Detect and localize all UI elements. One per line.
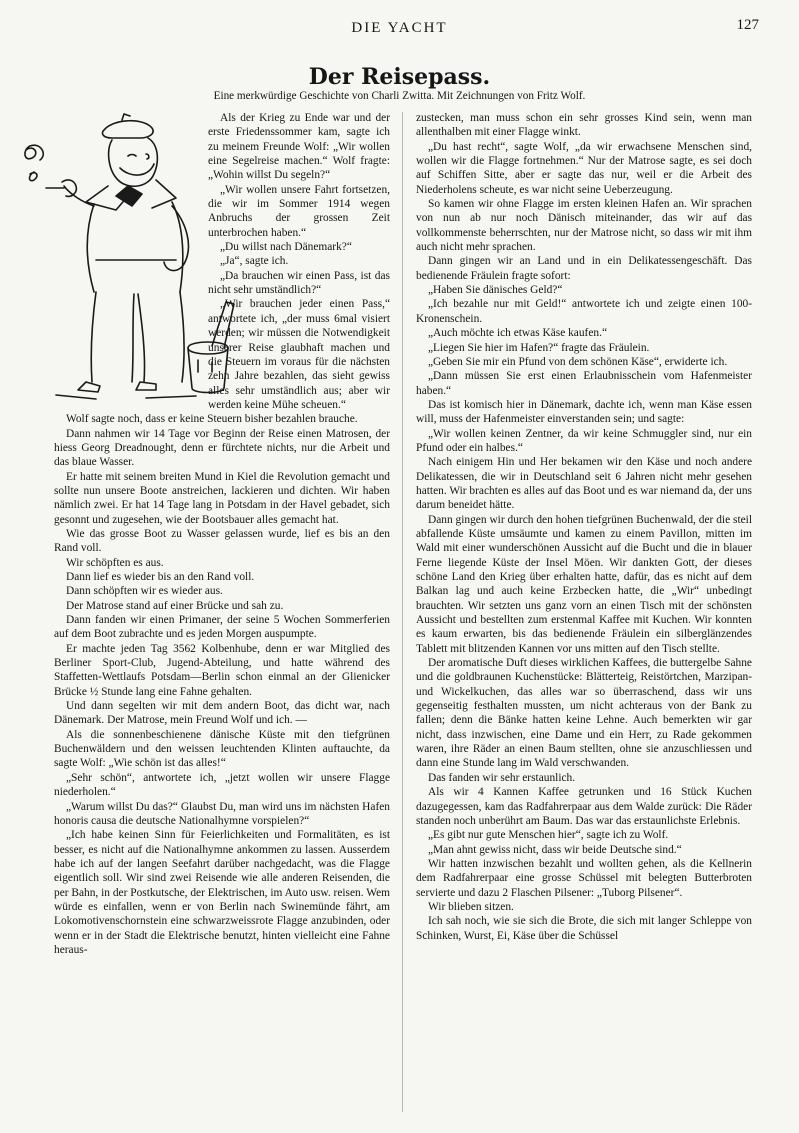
paragraph: Wolf sagte noch, dass er keine Steuern bisher bezahlen brauche. (66, 413, 358, 426)
paragraph: Als wir 4 Kannen Kaffee getrunken und 16 Stück Kuchen dazugegessen, kam das Radfahrerpaar aus dem Walde zurück: Die Räder standen noch unberührt am Baum. Das war das erstaunlichste Erlebnis. (416, 786, 752, 827)
paragraph: Nach einigem Hin und Her bekamen wir den Käse und noch andere Delikatessen, die wir in Deutschland seit 6 Jahren nicht mehr gesehen hatten. Wir brachten es alles auf das Boot und es war niemand da, der uns darum beneidet hätte. (416, 456, 752, 512)
paragraph: „Da brauchen wir einen Pass, ist das nicht sehr umständlich?“ (208, 269, 390, 297)
paragraph: Der aromatische Duft dieses wirklichen Kaffees, die buttergelbe Sahne und die goldbraunen Kuchenstücke: Blätterteig, Reistörtchen, Marzipan- und Wickelkuchen, das alles war so überraschend, dass wir uns gegenseitig festhalten mussten, um nicht achteraus von der Bank zu fallen; denn die Bänke hatten keine Lehne. Auch bemerkten wir gar nicht, dass inzwischen, eine Dame und ein Herr, zu Rade gekommen waren, ihre Räder an einen Baum stellten, ohne sie anzuschliessen und dann eine Stunde lang im Wald verschwanden. (416, 657, 752, 770)
paragraph: Das ist komisch hier in Dänemark, dachte ich, wenn man Käse essen will, muss der Hafenmeister einverstanden sein; und sagte: (416, 398, 752, 426)
paragraph: Als die sonnenbeschienene dänische Küste mit den tiefgrünen Buchenwäldern und den weissen leuchtenden Klinten auftauchte, da sagte Wolf: „Wie schön ist das alles!“ (54, 728, 390, 770)
paragraph: „Wir wollen keinen Zentner, da wir keine Schmuggler sind, nur ein Pfund oder ein halbes.“ (416, 427, 752, 454)
paragraph: Dann gingen wir an Land und in ein Delikatessengeschäft. Das bedienende Fräulein fragte sofort: (416, 255, 752, 282)
paragraph: Der Matrose stand auf einer Brücke und sah zu. (66, 599, 284, 612)
article-subtitle: Eine merkwürdige Geschichte von Charli Zwitta. Mit Zeichnungen von Fritz Wolf. (213, 90, 586, 102)
paragraph: Dann gingen wir durch den hohen tiefgrünen Buchenwald, der die steil abfallende Küste umsäumte und kamen zu einem Pavillon, mitten im Wald mit einer wunderschönen Aussicht auf die Bucht und die in blauer Ferne liegende Küste der Insel Möen. Wir dankten Gott, der dieses schöne Land den Krieg über erhalten hatte, dafür, das es nicht auf dem Balkan lag und auch keine Erzbecken hatte, die „Wir“ unbedingt brauchten. Wir setzten uns ganz vorn an einen Tisch mit der schönsten Aussicht und bestellten zum erstenmal Kaffee mit Kuchen. Wir konnten es kaum erwarten, bis das bedienende Fräulein ein silberglänzendes Tablett mit blitzenden Kannen vor uns mitten auf den Tisch stellte. (416, 513, 752, 655)
paragraph: Wir schöpften es aus. (66, 556, 164, 569)
paragraph: „Du willst nach Dänemark?“ (220, 241, 352, 254)
column-divider (402, 112, 403, 1112)
paragraph: Er machte jeden Tag 3562 Kolbenhube, denn er war Mitglied des Berliner Sport-Club, Jugend-Abteilung, und hatte während des Staffetten-Wettlaufs Potsdam—Berlin schon einmal an der Glienicker Brücke ½ Stunde lang eine Fahne gehalten. (54, 642, 390, 698)
running-head: DIE YACHT (351, 20, 448, 36)
paragraph: „Sehr schön“, antwortete ich, „jetzt wollen wir unsere Flagge niederholen.“ (54, 771, 390, 799)
paragraph: Dann fanden wir einen Primaner, der seine 5 Wochen Sommerferien auf dem Boot zubrachte und es jeden Morgen auspumpte. (54, 614, 390, 641)
paragraph: „Geben Sie mir ein Pfund von dem schönen Käse“, erwiderte ich. (428, 355, 728, 368)
article-title: Der Reisepass. (308, 64, 491, 90)
paragraph: „Warum willst Du das?“ Glaubst Du, man wird uns im nächsten Hafen honoris causa die deutsche Nationalhymne vorspielen?“ (54, 800, 390, 827)
paragraph: Und dann segelten wir mit dem andern Boot, das dicht war, nach Dänemark. Der Matrose, mein Freund Wolf und ich. — (54, 700, 390, 727)
paragraph: Wir hatten inzwischen bezahlt und wollten gehen, als die Kellnerin dem Radfahrerpaar eine grosse Schüssel mit belegten Butterbroten servierte und dazu 2 Flaschen Pilsener: „Tuborg Pilsener“. (416, 857, 752, 899)
paragraph: Dann lief es wieder bis an den Rand voll. (66, 571, 255, 583)
paragraph: So kamen wir ohne Flagge im ersten kleinen Hafen an. Wir sprachen von nun ab nur noch Dänisch miteinander, das wir auf das vollkommenste beherrschten, nur der Matrose nicht, so dass wir mit ihm auch nicht mehr sprachen. (416, 198, 752, 254)
sailor-illustration (16, 110, 248, 410)
paragraph: Wir blieben sitzen. (428, 900, 514, 913)
paragraph: „Liegen Sie hier im Hafen?“ fragte das Fräulein. (428, 341, 650, 354)
paragraph: „Man ahnt gewiss nicht, dass wir beide Deutsche sind.“ (428, 843, 682, 856)
paragraph: Das fanden wir sehr erstaunlich. (428, 771, 576, 784)
paragraph: Als der Krieg zu Ende war und der erste Friedenssommer kam, sagte ich zu meinem Freunde Wolf: „Wir wollen eine Segelreise machen.“ Wolf fragte: „Wohin willst Du segeln?“ (208, 112, 390, 182)
paragraph: „Ich habe keinen Sinn für Feierlichkeiten und Formalitäten, es ist besser, es nicht auf die Nationalhymne ankommen zu lassen. Ausserdem habe ich auf der langen Seefahrt darüber nachgedacht, was die Flagge eigentlich soll. Wir sind zwei Reisende wie alle anderen Reisenden, die per Bahn, in der Postkutsche, der Elektrischen, im Auto usw. reisen. Wem würde es einfallen, wenn er von Berlin nach Swinemünde fährt, am Lokomotivenschornstein eine schwarzweissrote Flagge anzubinden, oder wenn er in der Stadt die Elektrische benutzt, hinten vielleicht eine Fahne heraus- (54, 829, 390, 956)
paragraph: „Du hast recht“, sagte Wolf, „da wir erwachsene Menschen sind, wollen wir die Flagge fortnehmen.“ Nur der Matrose sagte, es sei doch auf Schiffen Sitte, aber er sagte das nur, weil er die Arbeit des Niederholens scheute, es war nicht seine Ueberzeugung. (416, 140, 752, 196)
paragraph: „Wir brauchen jeder einen Pass,“ antwortete ich, „der muss 6mal visiert werden; wir müssen die Notwendigkeit unserer Reise glaubhaft machen und die Steuern im voraus für die nächsten zehn Jahre bezahlen, das sieht gewiss alles sehr umständlich aus; aber wir werden keine Mühe scheuen.“ (208, 298, 390, 411)
page-number: 127 (736, 17, 759, 33)
paragraph: Dann schöpften wir es wieder aus. (66, 585, 223, 598)
paragraph: Er hatte mit seinem breiten Mund in Kiel die Revolution gemacht und sollte nun unsere Boote anstreichen, lackieren und dichten. Wir haben nämlich zwei. Er hat 14 Tage lang in Potsdam in der Havel gebadet, sich gesonnt und zugesehen, wie der Bootsbauer alles gemacht hat. (54, 470, 390, 526)
paragraph: Ich sah noch, wie sie sich die Brote, die sich mit langer Schleppe von Schinken, Wurst, Ei, Käse über die Schüssel (416, 915, 752, 942)
paragraph: Dann nahmen wir 14 Tage vor Beginn der Reise einen Matrosen, der hiess Georg Dreadnought, denn er fürchtete nichts, nur die Arbeit und das blaue Wasser. (54, 427, 390, 469)
paragraph: Wie das grosse Boot zu Wasser gelassen wurde, lief es bis an den Rand voll. (54, 527, 390, 555)
paragraph: „Auch möchte ich etwas Käse kaufen.“ (428, 327, 608, 340)
paragraph: „Ja“, sagte ich. (220, 255, 289, 268)
paragraph: „Dann müssen Sie erst einen Erlaubnisschein vom Hafenmeister haben.“ (416, 370, 752, 397)
paragraph: „Wir wollen unsere Fahrt fortsetzen, die wir im Sommer 1914 wegen Anbruchs der grossen Zeit unterbrochen haben.“ (208, 183, 390, 239)
paragraph: „Es gibt nur gute Menschen hier“, sagte ich zu Wolf. (428, 829, 669, 842)
paragraph: zustecken, man muss schon ein sehr grosses Kind sein, wenn man allenthalben mit einer Flagge winkt. (416, 112, 752, 139)
right-column (416, 111, 752, 943)
paragraph: „Ich bezahle nur mit Geld!“ antwortete ich und zeigte einen 100-Kronenschein. (416, 298, 752, 325)
paragraph: „Haben Sie dänisches Geld?“ (428, 284, 563, 297)
